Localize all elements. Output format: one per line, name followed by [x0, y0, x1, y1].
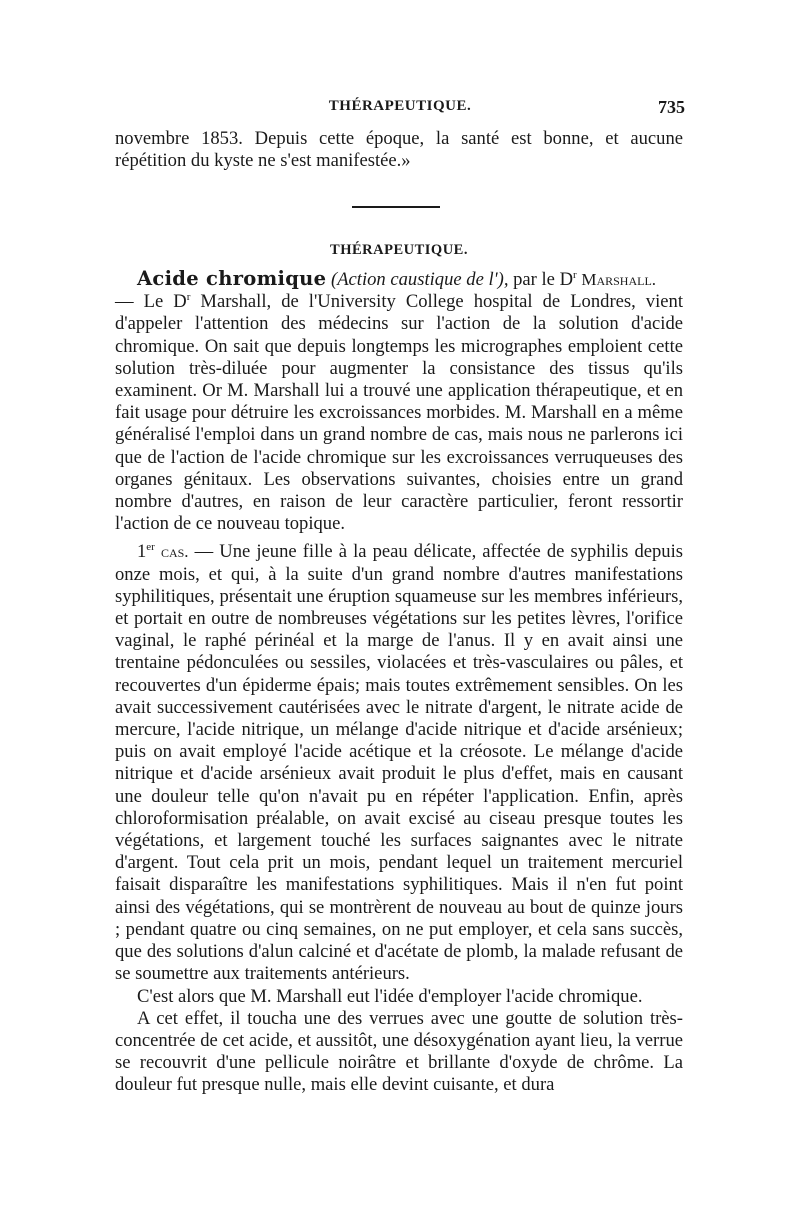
continued-text-block	[115, 128, 683, 172]
case-1-number: 1	[137, 541, 147, 563]
running-head	[115, 98, 685, 124]
article-title: Acide chromique	[137, 267, 327, 290]
intro-text: Marshall, de l'University College hospital de Londres, vient d'appeler l'attention des médecins sur l'action de la solution d'acide chromique. On sait que depuis longtemps les micrographes emploient cette solution très-diluée pour augmenter la consistance des tissus qu'ils examinent. Or M. Marshall lui a trouvé une application thérapeutique, et en fait usage pour détruire les excroissances morbides. M. Marshall en a même généralisé l'emploi dans un grand nombre de cas, mais nous ne parlerons ici que de l'action de l'acide chromique sur les excroissances verruqueuses des organes génitaux. Les observations suivantes, choisies entre un grand nombre d'autres, en raison de leur caractère particulier, feront ressortir l'action de ce nouveau topique.	[115, 291, 683, 535]
paragraph-application: A cet effet, il toucha une des verrues avec une goutte de solution très-concentrée de cet acide, et aussitôt, une désoxygénation ayant lieu, la verrue se recouvrit d'une pellicule noirâtre et brillante d'oxyde de chrôme. La douleur fut presque nulle, mais elle devint cuisante, et dura	[115, 1007, 683, 1096]
section-heading: THÉRAPEUTIQUE.	[330, 242, 468, 258]
article-subtitle: (Action caustique de l'),	[331, 269, 509, 290]
author-sup: r	[573, 268, 577, 281]
intro-paragraph	[115, 268, 683, 535]
section-divider	[352, 206, 440, 208]
continued-paragraph: novembre 1853. Depuis cette époque, la santé est bonne, et aucune répétition du kyste ne s'est manifestée.»	[115, 128, 683, 172]
running-title: THÉRAPEUTIQUE.	[328, 98, 472, 114]
article-body	[115, 268, 683, 1097]
intro-sup: r	[186, 291, 191, 304]
author-prefix: par le D	[513, 269, 574, 290]
case-1-sup: er	[146, 541, 155, 554]
case-1-paragraph	[115, 541, 683, 985]
case-1-text: — Une jeune fille à la peau délicate, affectée de syphilis depuis onze mois, et qui, à la suite d'un grand nombre d'autres manifestations syphilitiques, présentait une éruption squameuse sur les membres inférieurs, et portait en outre de nombreuses végétations sur les petites lèvres, l'orifice vaginal, le raphé périnéal et la marge de l'anus. Il y en avait ainsi une trentaine pédonculées ou sessiles, violacées et très-vasculaires ou pâles, et recouvertes d'un épiderme épais; mais toutes extrêmement sensibles. On les avait successivement cautérisées avec le nitrate d'argent, le nitrate acide de mercure, l'acide nitrique, un mélange d'acide nitrique et d'acide arsénieux; puis on avait employé l'acide acétique et la créosote. Le mélange d'acide nitrique et d'acide arsénieux avait produit le plus d'effet, mais en causant une douleur telle qu'on n'avait pu en répéter l'application. Enfin, après chloroformisation préalable, on avait excisé au ciseau presque toutes les végétations, et largement touché les surfaces saignantes avec le nitrate d'argent. Tout cela prit un mois, pendant lequel un traitement mercuriel faisait disparaître les manifestations syphilitiques. Mais il n'en fut point ainsi des végétations, qui se montrèrent de nouveau au bout de quinze jours ; pendant quatre ou cinq semaines, on ne put employer, et cela sans succès, que des solutions d'alun calciné et d'acétate de plomb, la malade refusant de se soumettre aux traitements antérieurs.	[115, 541, 683, 985]
intro-prefix: — Le D	[115, 291, 187, 313]
paragraph-chromic-idea: C'est alors que M. Marshall eut l'idée d'employer l'acide chromique.	[137, 985, 643, 1007]
case-1-label: cas.	[160, 542, 189, 562]
page-number: 735	[658, 97, 685, 117]
author-name: Marshall.	[581, 270, 657, 289]
